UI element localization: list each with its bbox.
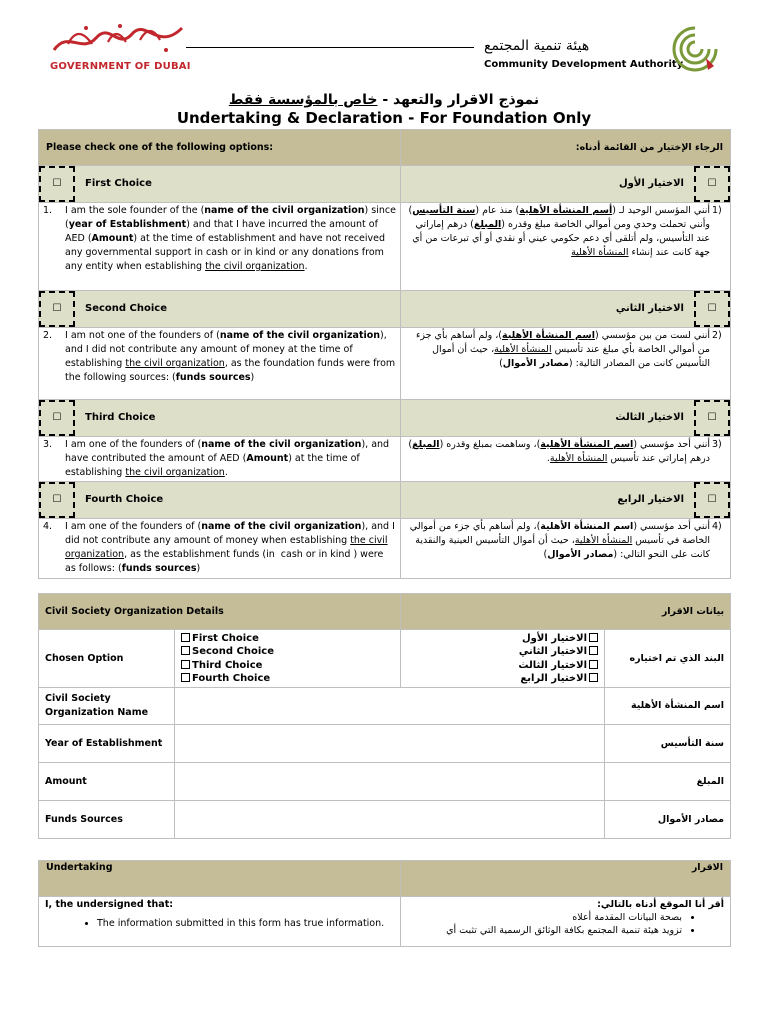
choice-3-header-ar: ☐ الاختيار الثالث [401,400,731,437]
details-header-en: Civil Society Organization Details [39,594,401,630]
option-first-ar[interactable]: الاختيار الأول [405,632,600,646]
chosen-option-list-en [175,630,401,688]
org-name-field[interactable] [175,688,605,725]
org-name-label-en: Civil Society Organization Name [39,688,175,725]
funds-sources-label-ar: مصادر الأموال [605,801,731,839]
undertaking-body-ar [401,897,731,947]
government-of-dubai-logo [48,20,191,74]
choice-1-text-en: 1. I am the sole founder of the (name of the civil organization) since (year of Establishment) and that I have incurred the amount of AED (Amount) at the time of establishment and have not received any governmental support in cash or in kind or any donations from any entity when establishing the civil organization. [39,203,401,291]
choice-2-header-ar: ☐ الاختيار الثاني [401,291,731,328]
choice-2-checkbox-ar[interactable]: ☐ [694,291,730,327]
choice-4-checkbox-en[interactable]: ☐ [39,482,75,518]
choice-1-text-ar: 1) أنني المؤسس الوحيد لـ (أسم المنشأة الأهلية) منذ عام (سنة التأسيس) وأنني تحملت وحدي ومن أموالي الخاصة مبلغ وقدره (المبلغ) درهم إماراتي عند التأسيس، ولم أتلقى أي دعم حكومي عيني أو نقدي أو أي تبرعات من أي جهة كانت عند إنشاء المنشأة الأهلية [401,203,731,291]
cda-logo-icon [670,24,720,74]
choice-4-text-ar: 4) أنني أحد مؤسسي (اسم المنشأة الأهلية)، ولم أساهم بأي جزء من أموالي الخاصة في تأسيس المنشأة الأهلية، حيث أن أموال التأسيس العينية والنقدية كانت على النحو التالي: (مصادر الأموال) [401,519,731,579]
choice-1-header-en: ☐ First Choice [39,166,401,203]
choice-2-text-ar: 2) أنني لست من بين مؤسسي (اسم المنشأة الأهلية)، ولم أساهم بأي جزء من أموالي الخاصة بأي مبلغ عند تأسيس المنشأة الأهلية، حيث أن أموال التأسيس كانت من المصادر التالية: (مصادر الأموال) [401,328,731,400]
amount-label-ar: المبلغ [605,763,731,801]
choice-4-header-en: ☐ Fourth Choice [39,482,401,519]
gov-name-text: GOVERNMENT OF DUBAI [50,61,191,72]
choice-4-checkbox-ar[interactable]: ☐ [694,482,730,518]
choice-3-checkbox-en[interactable]: ☐ [39,400,75,436]
gov-logo-calligraphy-icon [48,20,188,58]
choice-1-checkbox-ar[interactable]: ☐ [694,166,730,202]
option-third-en[interactable]: Third Choice [179,659,396,673]
choice-3-text-ar: 3) أنني أحد مؤسسي (اسم المنشأة الأهلية)، وساهمت بمبلغ وقدره (المبلغ) درهم إماراتي عند تأسيس المنشأة الأهلية. [401,437,731,482]
choice-3-text-en: 3. I am one of the founders of (name of the civil organization), and have contributed the amount of AED (Amount) at the time of establishing the civil organization. [39,437,401,482]
amount-label-en: Amount [39,763,175,801]
year-field[interactable] [175,725,605,763]
options-table [38,129,731,579]
undertaking-body-en [39,897,401,947]
choice-2-checkbox-en[interactable]: ☐ [39,291,75,327]
funds-sources-field[interactable] [175,801,605,839]
option-first-en[interactable]: First Choice [179,632,396,646]
choice-3-checkbox-ar[interactable]: ☐ [694,400,730,436]
amount-field[interactable] [175,763,605,801]
choice-1-checkbox-en[interactable]: ☐ [39,166,75,202]
chosen-option-label-en: Chosen Option [39,630,175,688]
choice-2-header-en: ☐ Second Choice [39,291,401,328]
title-arabic: نموذج الاقرار والتعهد - خاص بالمؤسسة فقط [228,92,540,108]
options-header-en: Please check one of the following options: [39,130,401,166]
option-second-ar[interactable]: الاختيار الثاني [405,645,600,659]
option-third-ar[interactable]: الاختيار الثالث [405,659,600,673]
cda-name-english: Community Development Authority [484,59,684,70]
undertaking-table [38,860,731,947]
choice-4-text-en: 4. I am one of the founders of (name of the civil organization), and I did not contribute any amount of money when establishing the civil organization, as the establishment funds (in cash or in kind ) were as follows: (funds sources) [39,519,401,579]
funds-sources-label-en: Funds Sources [39,801,175,839]
details-header-ar: بيانات الاقرار [401,594,731,630]
undertaking-bullet-ar-2: • تزويد هيئة تنمية المجتمع بكافة الوثائق الرسمية التي تثبت أي [407,924,682,937]
cda-name-arabic: هيئة تنمية المجتمع [484,38,590,54]
undertaking-intro-en: I, the undersigned that: [45,899,174,910]
page-header [0,0,768,90]
chosen-option-label-ar: البند الذي تم اختياره [605,630,731,688]
year-label-en: Year of Establishment [39,725,175,763]
choice-4-header-ar: ☐ الاختيار الرابع [401,482,731,519]
org-name-label-ar: اسم المنشأة الأهلية [605,688,731,725]
undertaking-header-en: Undertaking [39,861,401,897]
undertaking-bullet-ar-1: • بصحة البيانات المقدمة أعلاه [407,911,682,924]
undertaking-header-ar: الاقرار [401,861,731,897]
details-table [38,593,731,839]
option-fourth-en[interactable]: Fourth Choice [179,672,396,686]
title-english: Undertaking & Declaration - For Foundation Only [176,109,592,127]
options-header-ar: الرجاء الإختيار من القائمة أدناه: [401,130,731,166]
undertaking-bullet-en: • The information submitted in this form has true information. [97,918,394,930]
year-label-ar: سنة التأسيس [605,725,731,763]
header-divider [186,47,474,48]
option-second-en[interactable]: Second Choice [179,645,396,659]
choice-1-header-ar: ☐ الاختيار الأول [401,166,731,203]
chosen-option-list-ar [401,630,605,688]
undertaking-intro-ar: أقر أنا الموقع أدناه بالتالي: [597,899,724,910]
option-fourth-ar[interactable]: الاختيار الرابع [405,672,600,686]
choice-3-header-en: ☐ Third Choice [39,400,401,437]
choice-2-text-en: 2. I am not one of the founders of (name of the civil organization), and I did not contribute any amount of money at the time of establishing the civil organization, as the foundation funds were from the following sources: (funds sources) [39,328,401,400]
